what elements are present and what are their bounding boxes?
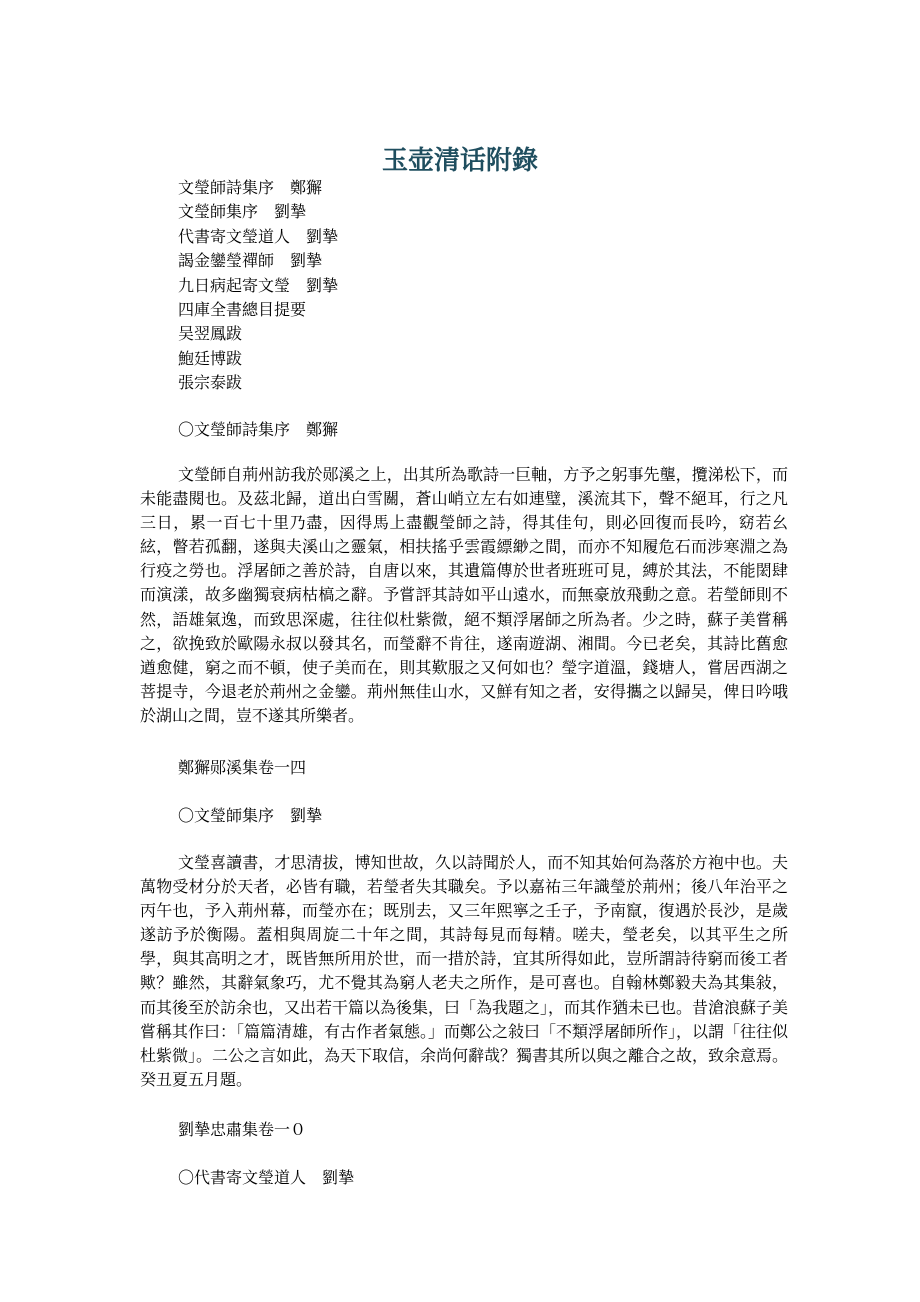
section-heading: 〇代書寄文瑩道人 劉摯 [178, 1168, 355, 1187]
toc-item: 吴翌鳳跋 [178, 324, 243, 344]
section-body: 文瑩師自荊州訪我於郧溪之上，出其所為歌詩一巨軸，方予之躬事先壟，攬涕松下，而未能盡閱也。及茲北歸，道出白雪關，蒼山峭立左右如連璧，溪流其下，聲不絕耳，行之凡三日，累一百七十里乃盡，因得馬上盡觀瑩師之詩，得其佳句，則必回復而長吟，窈若幺絃，瞥若孤翻，遂與夫溪山之靈氣，相扶搖乎雲霞縹緲之間，而亦不知履危石而涉寒淵之為行疫之勞也。浮屠師之善於詩，自唐以來，其遺篇傳於世者班班可見，縛於其法，不能閎肆而演漾，故多幽獨衰病枯槁之辭。予嘗評其詩如平山遠水，而無豪放飛動之意。若瑩師則不然，語雄氣逸，而致思深處，往往似杜紫微，絕不類浮屠師之所為者。少之時，蘇子美嘗稱之，欲挽致於歐陽永叔以發其名，而瑩辭不肯往，遂南遊湖、湘間。今已老矣，其詩比舊愈遒愈健，窮之而不頓，使子美而在，則其歎服之又何如也？瑩字道溫，錢塘人，嘗居西湖之菩提寺，今退老於荊州之金鑾。荊州無佳山水，又鮮有知之者，安得攜之以歸吴，俾日吟哦於湖山之間，豈不遂其所樂者。 [140, 465, 788, 725]
toc-item: 代書寄文瑩道人 劉摯 [178, 226, 339, 246]
section-source: 劉摯忠肅集卷一０ [178, 1120, 307, 1139]
toc-item: 文瑩師集序 劉摯 [178, 202, 307, 222]
section-source: 鄭獬郧溪集卷一四 [178, 758, 307, 777]
section-body: 文瑩喜讀書，才思清拔，博知世故，久以詩聞於人，而不知其始何為落於方袍中也。夫萬物受材分於天者，必皆有職，若瑩者失其職矣。予以嘉祐三年識瑩於荊州；後八年治平之丙午也，予入荊州幕，而瑩亦在；既別去，又三年熙寧之壬子，予南竄，復遇於長沙，是歲遂訪予於衡陽。蓋相與周旋二十年之間，其詩每見而每精。嗟夫，瑩老矣，以其平生之所學，與其高明之才，既皆無所用於世，而一措於詩，宜其所得如此，豈所謂詩待窮而後工者歟？雖然，其辭氣象巧，尤不覺其為窮人老夫之所作，是可喜也。自翰林鄭毅夫為其集敍，而其後至於訪余也，又出若干篇以為後集，曰「為我題之」，而其作猶未已也。昔滄浪蘇子美嘗稱其作曰：「篇篇清雄，有古作者氣態。」而鄭公之敍曰「不類浮屠師所作」，以謂「往往似杜紫微」。二公之言如此，為天下取信，余尚何辭哉？獨書其所以與之離合之故，致余意焉。癸丑夏五月題。 [140, 853, 789, 1089]
section-heading: 〇文瑩師集序 劉摯 [178, 806, 323, 825]
toc-item: 謁金鑾瑩禪師 劉摯 [178, 251, 323, 271]
toc-item: 鮑廷博跋 [178, 348, 243, 368]
toc-item: 九日病起寄文瑩 劉摯 [178, 275, 339, 295]
table-of-contents [178, 176, 338, 396]
page-title: 玉壶清话附錄 [381, 146, 538, 176]
toc-item: 四庫全書總目提要 [178, 299, 307, 319]
toc-item: 張宗泰跋 [178, 373, 243, 393]
section-heading: 〇文瑩師詩集序 鄭獬 [178, 420, 339, 439]
toc-item: 文瑩師詩集序 鄭獬 [178, 178, 323, 197]
